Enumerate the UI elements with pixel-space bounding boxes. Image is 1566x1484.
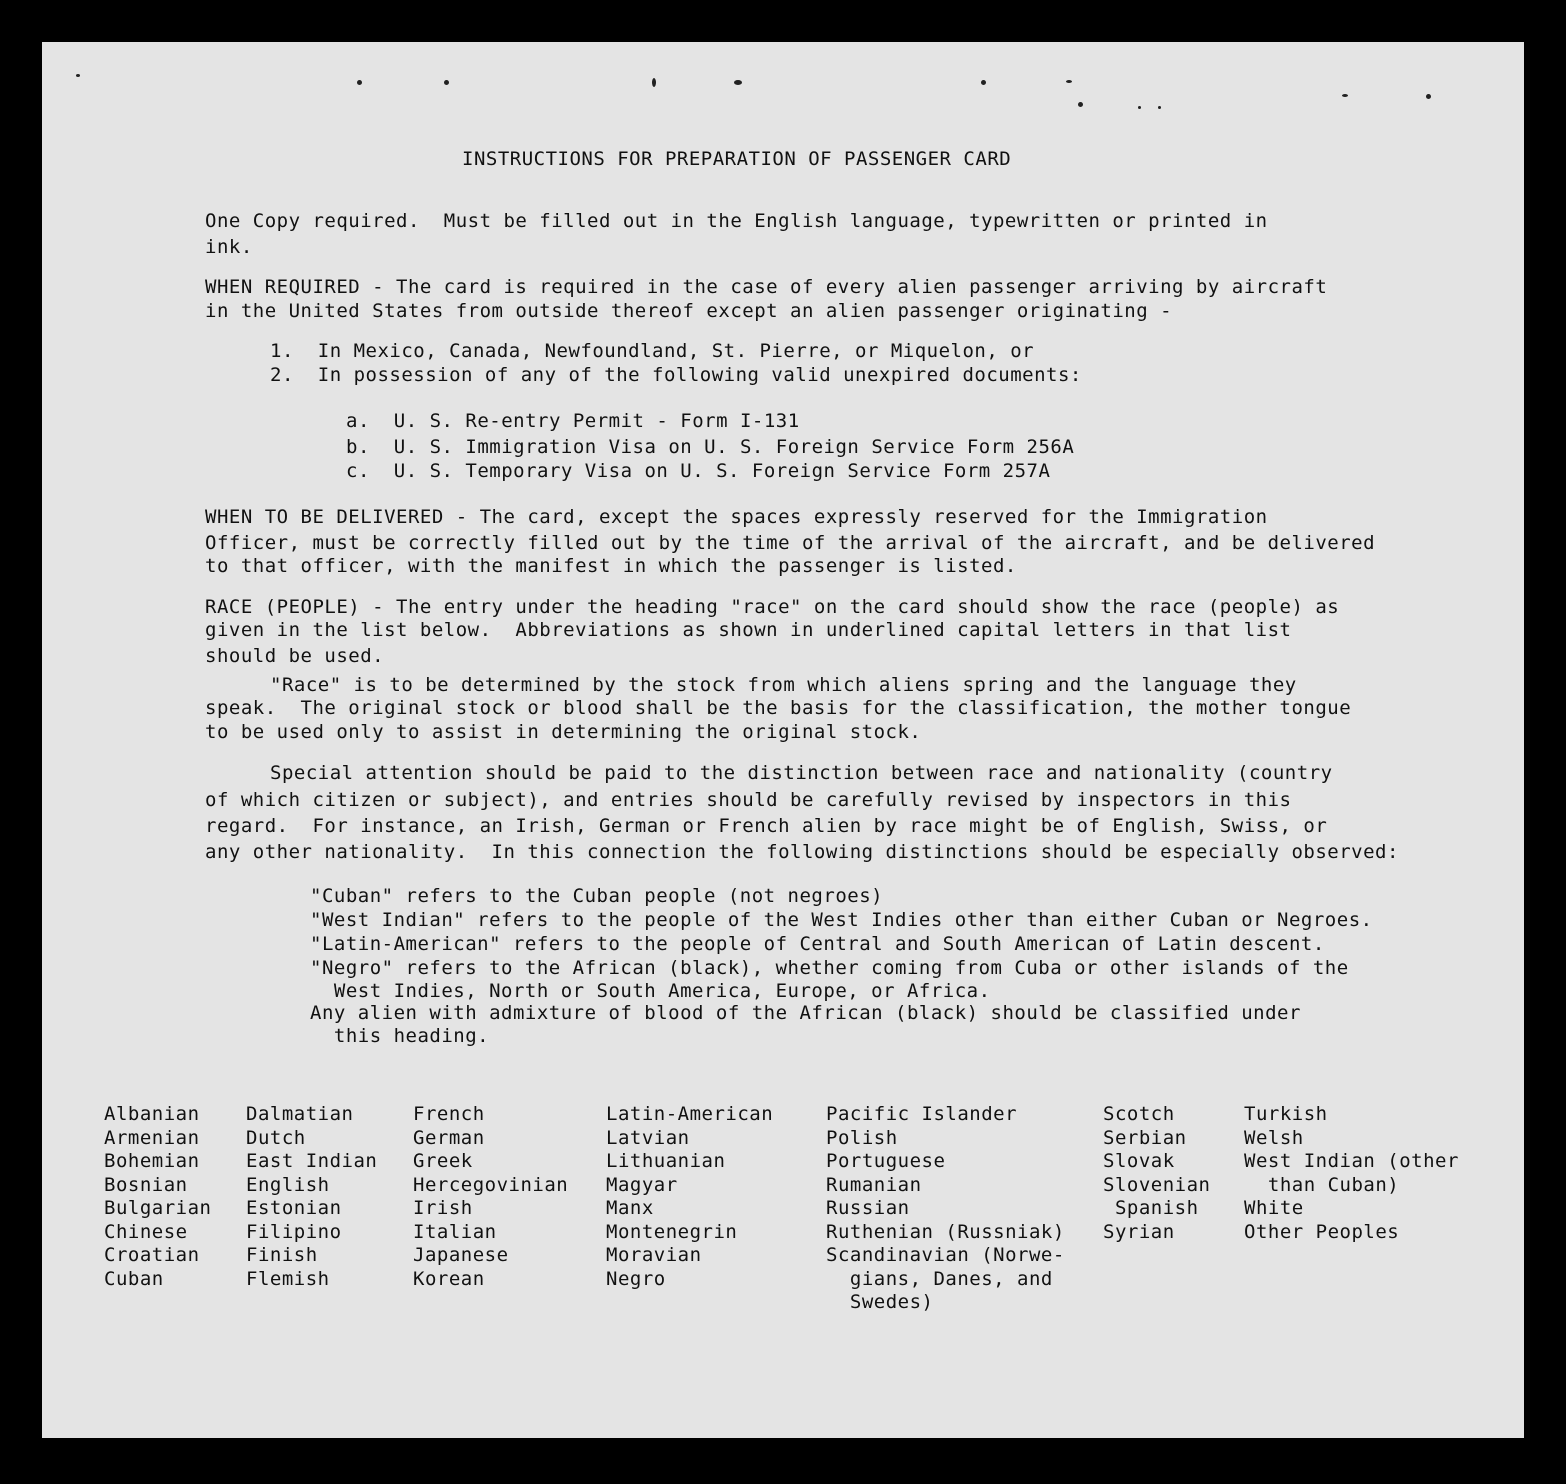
distinction-line: "Latin-American" refers to the people of Central and South American of Latin descent.	[310, 933, 1325, 955]
race-entry: Bohemian	[104, 1150, 200, 1172]
race-entry: Cuban	[104, 1267, 164, 1290]
race-entry: Irish	[413, 1197, 473, 1219]
race-entry: Finish	[246, 1244, 318, 1266]
distinction-line: Any alien with admixture of blood of the African (black) should be classified under	[310, 1002, 1301, 1024]
race-definition-line: to be used only to assist in determining the original stock.	[205, 721, 922, 743]
race-entry: German	[413, 1126, 485, 1149]
special-attention-line: regard. For instance, an Irish, German or French alien by race might be of English, Swiss, or	[205, 815, 1328, 837]
race-entry: gians, Danes, and	[826, 1267, 1053, 1290]
race-entry: French	[413, 1103, 485, 1125]
intro-line: One Copy required. Must be filled out in the English language, typewritten or printed in	[205, 210, 1268, 232]
race-entry: East Indian	[246, 1150, 378, 1172]
race-list-column-5	[826, 1103, 1065, 1315]
race-entry: Other Peoples	[1244, 1220, 1400, 1243]
race-definition-line: speak. The original stock or blood shall be the basis for the classification, the mother tongue	[205, 697, 1352, 719]
race-entry: Estonian	[246, 1197, 342, 1219]
race-people-line: should be used.	[205, 645, 385, 667]
race-entry: Latin-American	[606, 1103, 774, 1125]
race-entry: Filipino	[246, 1220, 342, 1243]
race-entry: Armenian	[104, 1126, 200, 1149]
race-entry: White	[1244, 1197, 1304, 1219]
race-entry: Bosnian	[104, 1173, 188, 1196]
race-entry: Welsh	[1244, 1126, 1304, 1149]
race-entry: Albanian	[104, 1103, 200, 1125]
race-entry: Lithuanian	[606, 1150, 726, 1172]
distinction-line: this heading.	[310, 1025, 490, 1047]
race-entry: English	[246, 1173, 330, 1196]
race-entry: Pacific Islander	[826, 1103, 1018, 1125]
race-entry: Latvian	[606, 1126, 690, 1149]
race-list-column-4	[606, 1103, 773, 1291]
condition-item: 2. In possession of any of the following valid unexpired documents:	[270, 364, 1082, 386]
race-entry: Scotch	[1103, 1103, 1175, 1125]
race-entry: than Cuban)	[1244, 1173, 1400, 1196]
race-entry: Magyar	[606, 1173, 678, 1196]
race-people-line: RACE (PEOPLE) - The entry under the heading "race" on the card should show the race (people) as	[205, 596, 1340, 618]
race-entry: Portuguese	[826, 1150, 946, 1172]
distinction-line: "Negro" refers to the African (black), whether coming from Cuba or other islands of the	[310, 957, 1349, 979]
intro-line: ink.	[205, 236, 253, 258]
race-list-column-2	[246, 1103, 377, 1291]
race-entry: Japanese	[413, 1244, 509, 1266]
condition-item: 1. In Mexico, Canada, Newfoundland, St. Pierre, or Miquelon, or	[270, 340, 1035, 362]
race-entry: Scandinavian (Norwe-	[826, 1244, 1065, 1266]
race-entry: Dalmatian	[246, 1103, 354, 1125]
special-attention-line: Special attention should be paid to the distinction between race and nationality (country	[270, 762, 1333, 784]
race-entry: West Indian (other	[1244, 1150, 1459, 1172]
race-list-column-6	[1103, 1103, 1210, 1244]
when-required-line: WHEN REQUIRED - The card is required in the case of every alien passenger arriving by aircraft	[205, 276, 1328, 298]
race-entry: Polish	[826, 1126, 898, 1149]
race-list-column-3	[413, 1103, 568, 1291]
race-entry: Italian	[413, 1220, 497, 1243]
when-delivered-line: WHEN TO BE DELIVERED - The card, except the spaces expressly reserved for the Immigration	[205, 506, 1268, 528]
distinction-line: "Cuban" refers to the Cuban people (not negroes)	[310, 885, 884, 907]
race-entry: Flemish	[246, 1267, 330, 1290]
distinction-line: West Indies, North or South America, Europe, or Africa.	[310, 980, 991, 1002]
race-entry: Serbian	[1103, 1126, 1187, 1149]
race-entry: Montenegrin	[606, 1220, 738, 1243]
race-definition-line: "Race" is to be determined by the stock from which aliens spring and the language they	[270, 674, 1297, 696]
race-entry: Croatian	[104, 1244, 200, 1266]
race-entry: Spanish	[1103, 1197, 1199, 1219]
race-entry: Korean	[413, 1267, 485, 1290]
race-entry: Hercegovinian	[413, 1173, 569, 1196]
when-delivered-line: Officer, must be correctly filled out by the time of the arrival of the aircraft, and be delivered	[205, 532, 1376, 554]
when-required-line: in the United States from outside thereof except an alien passenger originating -	[205, 300, 1173, 322]
race-entry: Negro	[606, 1267, 666, 1290]
special-attention-line: of which citizen or subject), and entries should be carefully revised by inspectors in this	[205, 789, 1292, 811]
race-entry: Bulgarian	[104, 1197, 212, 1219]
distinction-line: "West Indian" refers to the people of the West Indies other than either Cuban or Negroes.	[310, 909, 1373, 931]
when-delivered-line: to that officer, with the manifest in which the passenger is listed.	[205, 555, 1017, 577]
special-attention-line: any other nationality. In this connection the following distinctions should be especially observed:	[205, 841, 1399, 863]
race-entry: Syrian	[1103, 1220, 1175, 1243]
race-list-column-1	[104, 1103, 211, 1291]
document-item: c. U. S. Temporary Visa on U. S. Foreign Service Form 257A	[346, 460, 1051, 482]
race-entry: Slovenian	[1103, 1173, 1211, 1196]
race-entry: Moravian	[606, 1244, 702, 1266]
race-list-column-7	[1244, 1103, 1459, 1244]
race-entry: Slovak	[1103, 1150, 1175, 1172]
race-entry: Rumanian	[826, 1173, 922, 1196]
race-people-line: given in the list below. Abbreviations as shown in underlined capital letters in that list	[205, 619, 1292, 641]
document-item: a. U. S. Re-entry Permit - Form I-131	[346, 410, 800, 432]
race-entry: Ruthenian (Russniak)	[826, 1220, 1065, 1243]
page-title: INSTRUCTIONS FOR PREPARATION OF PASSENGER CARD	[462, 148, 1012, 170]
document-item: b. U. S. Immigration Visa on U. S. Foreign Service Form 256A	[346, 436, 1075, 458]
race-entry: Greek	[413, 1150, 473, 1172]
race-entry: Dutch	[246, 1126, 306, 1149]
race-entry: Swedes)	[826, 1291, 934, 1313]
race-entry: Chinese	[104, 1220, 188, 1243]
race-entry: Manx	[606, 1197, 654, 1219]
race-entry: Turkish	[1244, 1103, 1328, 1125]
race-entry: Russian	[826, 1197, 910, 1219]
